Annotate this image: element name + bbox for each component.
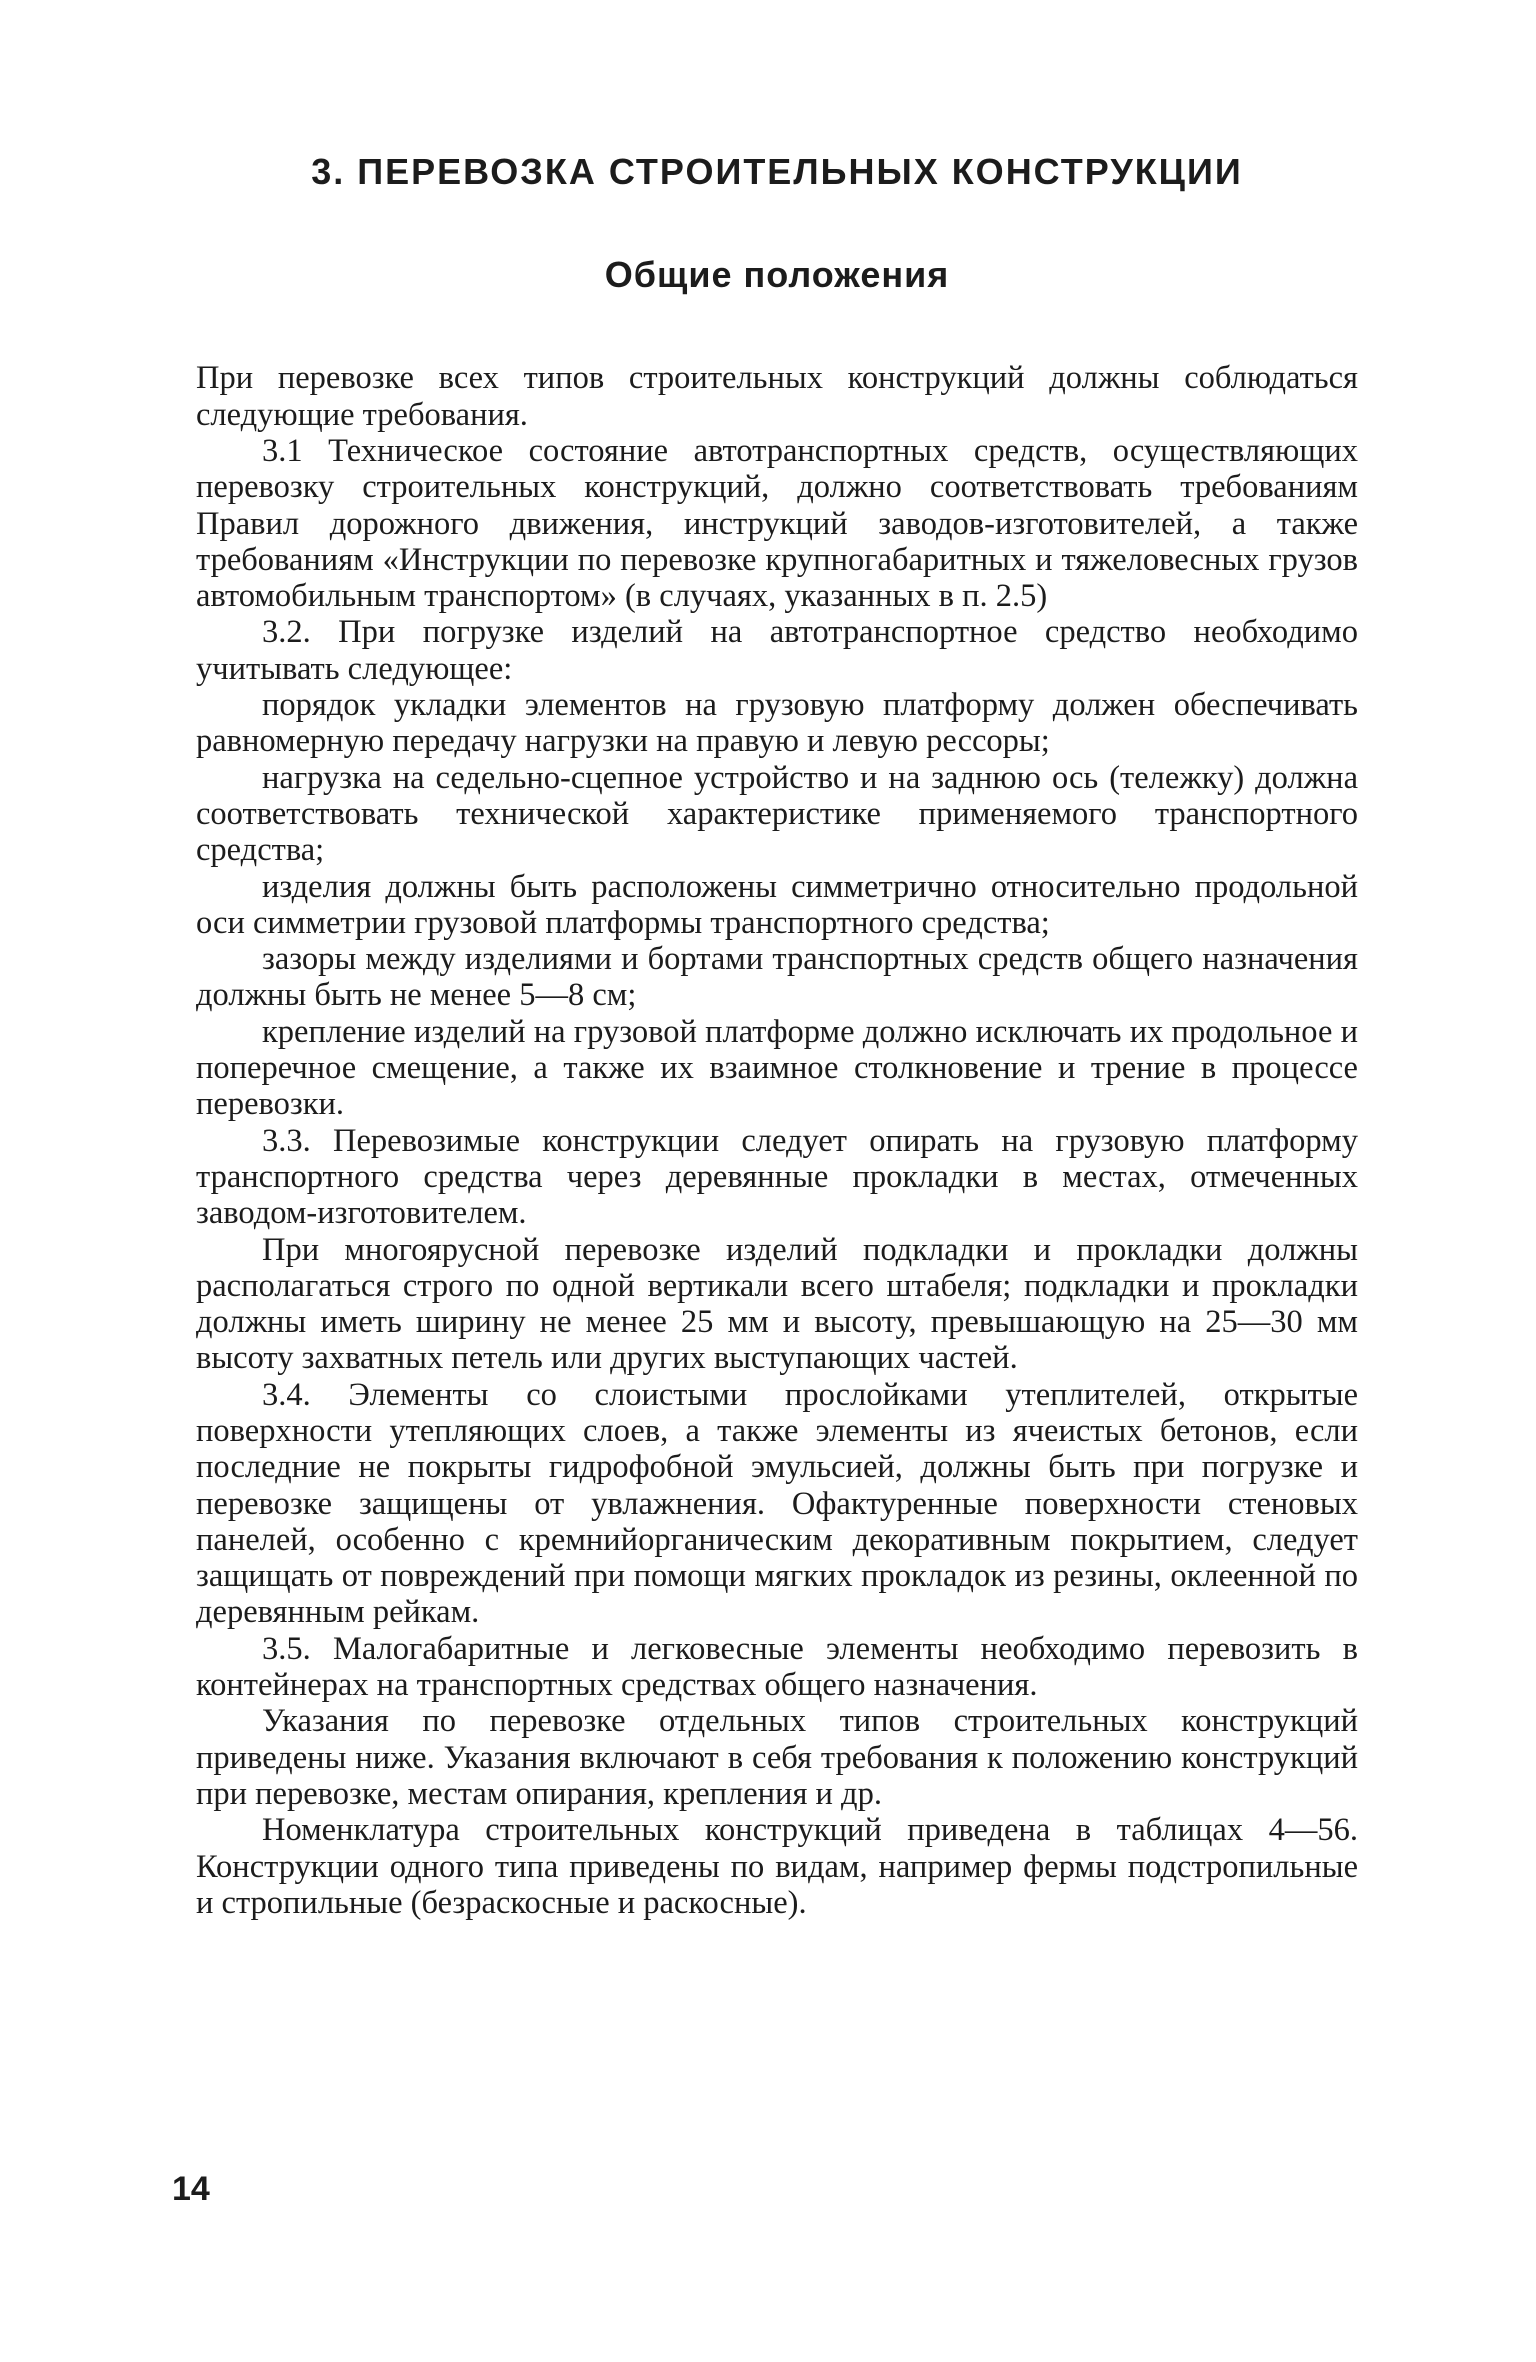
subsection-title: Общие положения bbox=[604, 254, 950, 296]
paragraph: 3.4. Элементы со слоистыми прослойками утеплителей, открытые поверхности утепляющих слоев, а также элементы из ячеистых бетонов, если последние не покрыты гидрофобной эмульсией, должны быть при погрузке и перевозке защищены от увлажнения. Офактуренные поверхности стеновых панелей, особенно с кремнийорганическим декоративным покрытием, следует защищать от повреждений при помощи мягких прокладок из резины, оклеенной по деревянным рейкам. bbox=[196, 1376, 1358, 1631]
list-item: изделия должны быть расположены симметрично относительно продольной оси симметрии грузовой платформы транспортного средства; bbox=[196, 868, 1358, 941]
list-item: зазоры между изделиями и бортами транспортных средств общего назначения должны быть не менее 5—8 см; bbox=[196, 941, 1358, 1014]
list-item: порядок укладки элементов на грузовую платформу должен обеспечивать равномерную передачу нагрузки на правую и левую рессоры; bbox=[196, 687, 1358, 760]
paragraph: 3.2. При погрузке изделий на автотранспортное средство необходимо учитывать следующее: bbox=[196, 614, 1358, 687]
list-item: крепление изделий на грузовой платформе должно исключать их продольное и поперечное смещение, а также их взаимное столкновение и трение в процессе перевозки. bbox=[196, 1013, 1358, 1123]
paragraph: 3.3. Перевозимые конструкции следует опирать на грузовую платформу транспортного средства через деревянные прокладки в местах, отмеченных заводом-изготовителем. bbox=[196, 1122, 1358, 1232]
page-content bbox=[196, 130, 1358, 1921]
body-text bbox=[196, 360, 1358, 1921]
list-item: нагрузка на седельно-сцепное устройство и на заднюю ось (тележку) должна соответствовать технической характеристике применяемого транспортного средства; bbox=[196, 759, 1358, 869]
section-title: 3. ПЕРЕВОЗКА СТРОИТЕЛЬНЫХ КОНСТРУКЦИИ bbox=[311, 151, 1243, 192]
paragraph: При многоярусной перевозке изделий подкладки и прокладки должны располагаться строго по одной вертикали всего штабеля; подкладки и прокладки должны иметь ширину не менее 25 мм и высоту, превышающую на 25—30 мм высоту захватных петель или других выступающих частей. bbox=[196, 1231, 1358, 1377]
paragraph: 3.1 Техническое состояние автотранспортных средств, осуществляющих перевозку строительных конструкций, должно соответствовать требованиям Правил дорожного движения, инструкций заводов-изготовителей, а также требованиям «Инструкции по перевозке крупногабаритных и тяжеловесных грузов автомобильным транспортом» (в случаях, указанных в п. 2.5) bbox=[196, 432, 1358, 615]
paragraph: Номенклатура строительных конструкций приведена в таблицах 4—56. Конструкции одного типа приведены по видам, например фермы подстропильные и стропильные (безраскосные и раскосные). bbox=[196, 1812, 1358, 1921]
paragraph: 3.5. Малогабаритные и легковесные элементы необходимо перевозить в контейнерах на транспортных средствах общего назначения. bbox=[196, 1630, 1358, 1704]
paragraph: При перевозке всех типов строительных конструкций должны соблюдаться следующие требования. bbox=[196, 360, 1358, 433]
paragraph: Указания по перевозке отдельных типов строительных конструкций приведены ниже. Указания включают в себя требования к положению конструкций при перевозке, местам опирания, крепления и др. bbox=[196, 1703, 1358, 1812]
page-number: 14 bbox=[172, 2170, 210, 2208]
